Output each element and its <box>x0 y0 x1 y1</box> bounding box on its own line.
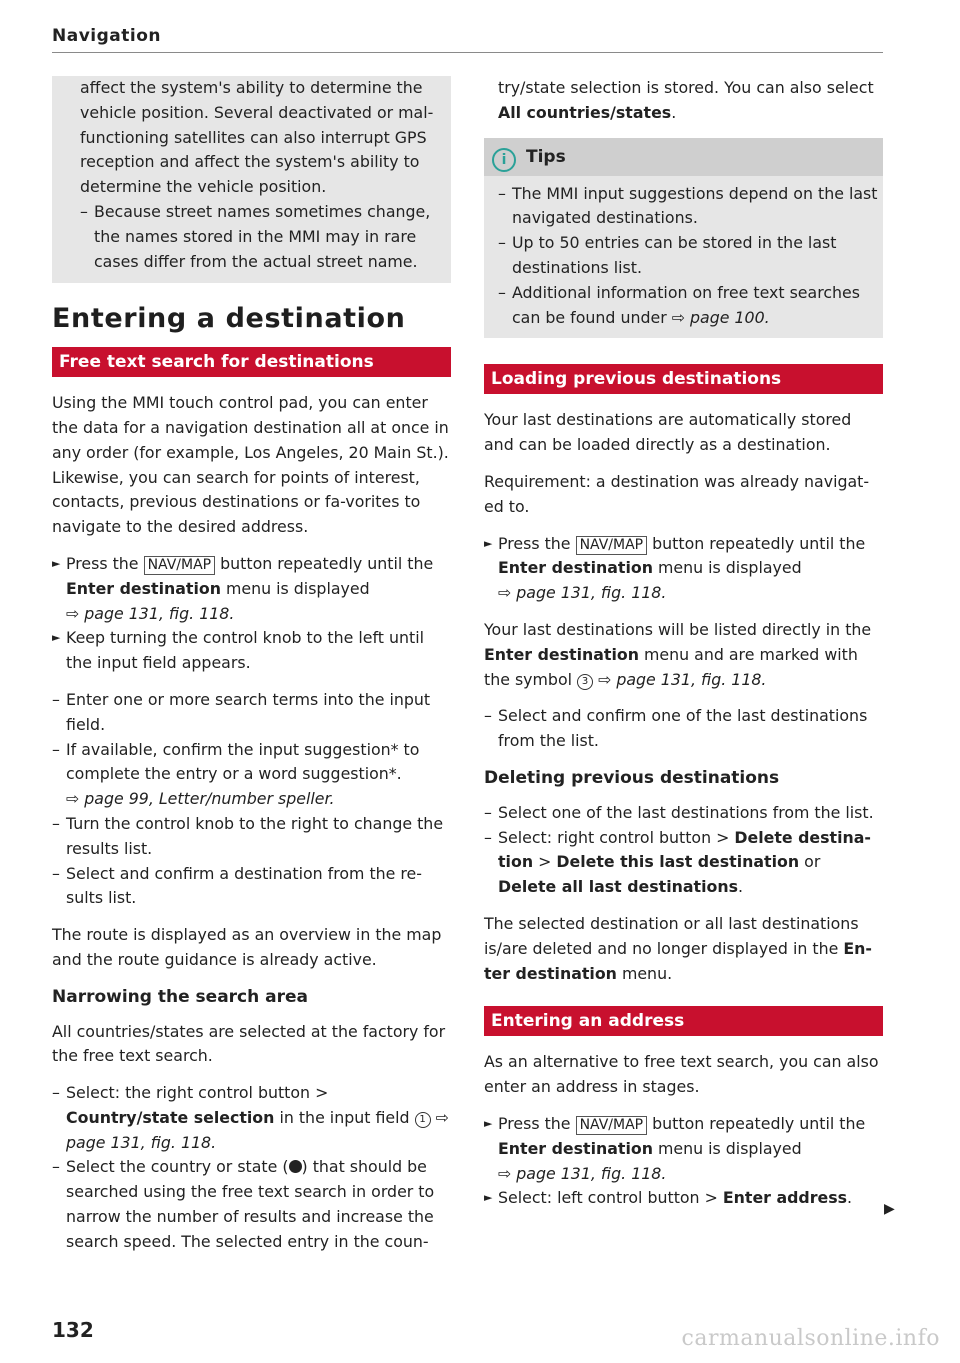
page-reference: ⇨ page 100. <box>671 307 770 327</box>
step-item: ► Press the NAV/MAP button repeatedly until the Enter destination menu is displayed ⇨ page 131, fig. 118. <box>484 533 866 603</box>
page-reference: ⇨ page 131, fig. 118. <box>66 1107 449 1152</box>
step-list <box>52 552 451 676</box>
subsection-bar-loading: Loading previous destinations <box>484 364 883 394</box>
note-text: affect the system's ability to determine the vehicle position. Several deactivated or mal-functioning satellites can also interrupt GPS reception and affect the system's ability to determine the vehicle position. <box>80 78 434 197</box>
dash-list <box>484 801 883 900</box>
tip-item: – Additional information on free text searches can be found under ⇨ page 100. <box>498 282 861 327</box>
loading-paragraph: Your last destinations are automatically stored and can be loaded directly as a destination. <box>484 410 852 455</box>
continue-arrow-icon: ▶ <box>884 1201 895 1217</box>
step-item: ► Press the NAV/MAP button repeatedly until the Enter destination menu is displayed ⇨ page 131, fig. 118. <box>52 553 434 623</box>
page-reference: ⇨ page 99, Letter/number speller. <box>66 789 335 809</box>
tip-item: – Up to 50 entries can be stored in the last destinations list. <box>498 233 837 277</box>
page-reference: ⇨ page 131, fig. 118. <box>498 583 667 603</box>
info-icon: i <box>492 148 516 172</box>
step-item: ► Select: left control button > Enter address. <box>484 1188 853 1208</box>
page-reference: ⇨ page 131, fig. 118. <box>498 1163 667 1183</box>
dash-list <box>52 688 451 911</box>
tip-item: – The MMI input suggestions depend on the last navigated destinations. <box>498 183 878 228</box>
nav-map-key: NAV/MAP <box>576 1116 648 1135</box>
list-item: – Turn the control knob to the right to change the results list. <box>52 813 444 858</box>
subsection-bar-free-text: Free text search for destinations <box>52 347 451 377</box>
list-item: – Select and confirm one of the last destinations from the list. <box>484 706 868 751</box>
list-item: – Select one of the last destinations from the list. <box>484 802 874 822</box>
callout-number-icon: 3 <box>577 674 593 690</box>
list-item: – Enter one or more search terms into the input field. <box>52 689 431 734</box>
watermark: carmanualsonline.info <box>681 1326 940 1351</box>
list-item: – Select: right control button > Delete destina-tion > Delete this last destination or Delete all last destinations. <box>484 827 871 897</box>
callout-number-icon: 1 <box>415 1112 431 1128</box>
deleted-paragraph: The selected destination or all last destinations is/are deleted and no longer displayed in the En-ter destination menu. <box>484 913 872 983</box>
page-reference: ⇨ page 131, fig. 118. <box>598 669 767 689</box>
section-title: Entering a destination <box>52 303 406 335</box>
left-column <box>52 76 451 1267</box>
list-item: – Select and confirm a destination from the re-sults list. <box>52 863 422 908</box>
continuation-paragraph: try/state selection is stored. You can also select All countries/states. <box>498 78 874 122</box>
page-number: 132 <box>52 1318 94 1342</box>
list-item: – Select the country or state ( ) that should be searched using the free text search in order to narrow the number of results and increase the search speed. The selected entry in the coun- <box>52 1157 435 1251</box>
heading-deleting: Deleting previous destinations <box>484 767 780 788</box>
right-column <box>484 76 883 1223</box>
step-item: ► Keep turning the control knob to the left until the input field appears. <box>52 628 424 673</box>
tips-box <box>484 138 883 339</box>
listed-paragraph: Your last destinations will be listed directly in the Enter destination menu and are marked with the symbol 3 ⇨ page 131, fig. 118. <box>484 619 872 689</box>
route-paragraph: The route is displayed as an overview in the map and the route guidance is already active. <box>52 925 442 969</box>
step-list <box>484 1112 883 1211</box>
intro-paragraph: Using the MMI touch control pad, you can enter the data for a navigation destination all at once in any order (for example, Los Angeles, 20 Main St.). Likewise, you can search for points of interest, contacts, previous destinations or fa-vorites to navigate to the desired address. <box>52 393 449 537</box>
dash-list <box>484 704 883 754</box>
note-box <box>52 76 451 283</box>
tips-header: i Tips <box>484 138 883 176</box>
narrow-paragraph: All countries/states are selected at the factory for the free text search. <box>52 1021 446 1066</box>
heading-narrowing: Narrowing the search area <box>52 986 309 1007</box>
address-paragraph: As an alternative to free text search, you can also enter an address in stages. <box>484 1052 879 1097</box>
subsection-bar-address: Entering an address <box>484 1006 883 1036</box>
list-item: – Select: the right control button > Country/state selection in the input field 1 ⇨ page 131, fig. 118. <box>52 1083 449 1152</box>
narrow-list <box>52 1081 451 1255</box>
page-reference: ⇨ page 131, fig. 118. <box>66 603 235 623</box>
header-title: Navigation <box>52 26 161 46</box>
page-header <box>52 24 883 53</box>
nav-map-key: NAV/MAP <box>576 536 648 555</box>
list-item: – If available, confirm the input suggestion* to complete the entry or a word suggestion*. ⇨ page 99, Letter/number speller. <box>52 739 420 809</box>
note-list-item: – Because street names sometimes change, the names stored in the MMI may in rare cases differ from the actual street name. <box>80 201 431 271</box>
requirement-paragraph: Requirement: a destination was already navigat-ed to. <box>484 471 870 516</box>
step-item: ► Press the NAV/MAP button repeatedly until the Enter destination menu is displayed ⇨ page 131, fig. 118. <box>484 1113 866 1183</box>
filled-dot-icon <box>289 1160 302 1173</box>
step-list <box>484 532 883 606</box>
nav-map-key: NAV/MAP <box>144 556 216 575</box>
